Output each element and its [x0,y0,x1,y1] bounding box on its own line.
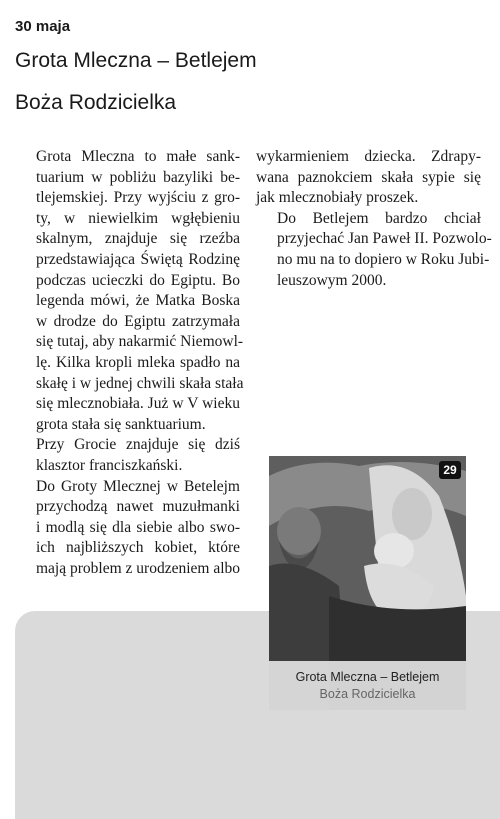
text-line: Do Groty Mlecznej w Betelejm [36,477,240,495]
paragraph-3-continued [256,147,481,209]
text-line: ich najbliższych kobiet, które [36,539,240,557]
text-line: się mlecznobiała. Już w V wieku [36,395,240,413]
text-line: grota stała się sanktuarium. [36,415,206,433]
text-line: podczas ucieczki do Egiptu. Bo [36,271,240,289]
text-line: przychodzą nawet muzułmanki [36,498,240,516]
caption-subtitle: Boża Rodzicielka [319,687,416,701]
text-line: legenda mówi, że Matka Boska [36,292,240,310]
text-line: tlejemskiej. Przy wyjściu z gro- [36,189,240,207]
text-line: jak mlecznobiały proszek. [256,189,419,207]
text-line: przyjechać Jan Paweł II. Pozwolo- [277,230,492,248]
paragraph-2 [15,435,240,476]
text-line: ty, w niewielkim wgłębieniu [36,209,240,227]
paragraph-1 [15,147,244,435]
photo-caption [269,661,466,710]
text-line: skalnym, znajduje się rzeźba [36,230,240,248]
page-title: Grota Mleczna – Betlejem [15,49,257,72]
text-line: klasztor franciszkański. [36,456,183,474]
text-line: wana paznokciem skała sypie się [256,168,481,186]
text-line: Przy Grocie znajduje się dziś [36,436,240,454]
text-line: Do Betlejem bardzo chciał [277,209,481,227]
paragraph-3 [15,477,240,580]
date-label: 30 maja [15,18,71,35]
text-line: przedstawiająca Świętą Rodzinę [36,250,240,268]
caption-title: Grota Mleczna – Betlejem [295,670,440,684]
text-line: się tutaj, aby nakarmić Niemowl- [36,333,244,351]
article-column-right [256,147,492,291]
text-line: skałę i w jednej chwili skała stała [36,374,244,392]
page-subtitle: Boża Rodzicielka [15,91,177,114]
text-line: tuarium w pobliżu bazyliki be- [36,168,240,186]
text-line: lę. Kilka kropli mleka spadło na [36,353,240,371]
text-line: w drodze do Egiptu zatrzymała [36,312,240,330]
text-line: wykarmieniem dziecka. Zdrapy- [256,148,481,165]
text-line: i modlą się dla siebie albo swo- [36,518,240,536]
holy-family-photo [269,456,466,710]
page-number-badge: 29 [439,461,461,479]
text-line: Grota Mleczna to małe sank- [36,148,240,165]
article-column-left [15,147,244,579]
text-line: no mu na to dopiero w Roku Jubi- [277,250,490,268]
text-line: mają problem z urodzeniem albo [36,559,241,577]
paragraph-4 [256,209,492,291]
text-line: leuszowym 2000. [277,271,387,289]
